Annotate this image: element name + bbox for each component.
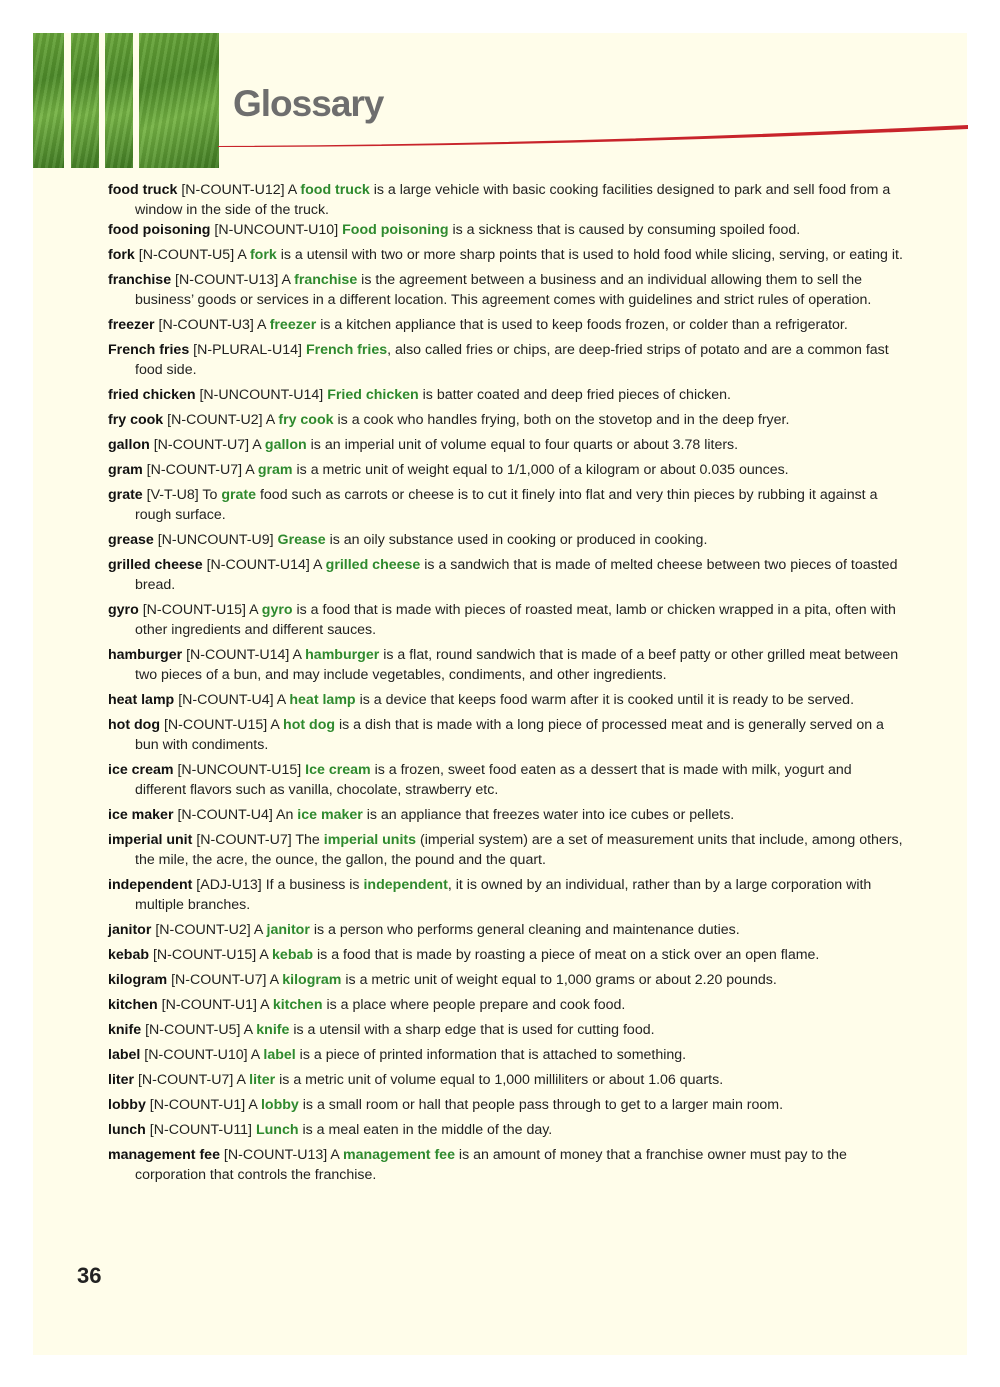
entry-highlight: franchise	[294, 272, 358, 288]
entry-definition: (imperial system) are a set of measurement units that include, among others, the mile, the acre, the ounce, the gallon, the pound and the quart.	[135, 832, 903, 868]
entry-highlight: grilled cheese	[325, 557, 421, 573]
page-number: 36	[77, 1263, 102, 1288]
entry-lead: A	[260, 997, 269, 1013]
entry-lead: A	[252, 437, 261, 453]
entry-highlight: management fee	[343, 1147, 455, 1163]
entry-term: food truck	[108, 182, 178, 198]
entry-tag: [N-UNCOUNT-U10]	[214, 222, 339, 238]
entry-tag: [N-COUNT-U14]	[206, 557, 310, 573]
glossary-entry	[108, 945, 905, 965]
entry-highlight: lobby	[260, 1097, 299, 1113]
header-decoration	[33, 33, 219, 168]
entry-lead: A	[249, 602, 258, 618]
entry-definition: is the agreement between a business and an individual allowing them to sell the business’ goods or services in a different location. This agreement comes with guidelines and strict rules of operation.	[135, 272, 872, 308]
entry-definition: is a place where people prepare and cook food.	[326, 997, 626, 1013]
entry-definition: , it is owned by an individual, rather than by a large corporation with multiple branches.	[135, 877, 872, 913]
page	[33, 33, 967, 1355]
entry-lead: A	[265, 412, 275, 428]
glossary-entry	[108, 830, 905, 870]
entry-tag: [N-UNCOUNT-U9]	[157, 532, 274, 548]
entry-tag: [N-COUNT-U12]	[181, 182, 285, 198]
glossary-entry	[108, 875, 905, 915]
entry-term: kilogram	[108, 972, 168, 988]
entry-highlight: independent	[363, 877, 448, 893]
glossary-entry	[108, 1120, 905, 1140]
glossary-entry	[108, 1070, 905, 1090]
entry-tag: [N-COUNT-U4]	[177, 807, 273, 823]
entry-highlight: hot dog	[283, 717, 336, 733]
entry-tag: [N-COUNT-U15]	[163, 717, 268, 733]
green-stripe-3	[105, 33, 133, 168]
entry-term: ice maker	[108, 807, 174, 823]
glossary-entry	[108, 555, 905, 595]
entry-tag: [V-T-U8]	[146, 487, 199, 503]
entry-lead: An	[275, 807, 294, 823]
entry-definition: is a utensil with a sharp edge that is used for cutting food.	[293, 1022, 655, 1038]
entry-definition: is an appliance that freezes water into ice cubes or pellets.	[366, 807, 735, 823]
entry-term: ice cream	[108, 762, 174, 778]
page-title: Glossary	[233, 83, 384, 124]
glossary-entry	[108, 410, 905, 430]
entry-term: heat lamp	[108, 692, 175, 708]
entry-lead: A	[243, 1022, 253, 1038]
entry-term: grate	[108, 487, 143, 503]
entry-highlight: Fried chicken	[327, 387, 419, 403]
entry-tag: [N-COUNT-U5]	[138, 247, 235, 263]
entry-definition: is a device that keeps food warm after it is cooked until it is ready to be served.	[359, 692, 855, 708]
entry-lead: A	[292, 647, 302, 663]
entry-definition: is a piece of printed information that is attached to something.	[299, 1047, 687, 1063]
entry-definition: food such as carrots or cheese is to cut it finely into flat and very thin pieces by rubbing it against a rough surface.	[135, 487, 878, 523]
entry-definition: is a frozen, sweet food eaten as a dessert that is made with milk, yogurt and different flavors such as vanilla, chocolate, strawberry etc.	[135, 762, 852, 798]
entry-definition: is a metric unit of volume equal to 1,000 milliliters or about 1.06 quarts.	[279, 1072, 724, 1088]
entry-tag: [N-COUNT-U14]	[186, 647, 290, 663]
entry-highlight: imperial units	[323, 832, 417, 848]
entry-term: fry cook	[108, 412, 164, 428]
glossary-entry	[108, 760, 905, 800]
entry-lead: A	[236, 1072, 246, 1088]
entry-term: lobby	[108, 1097, 146, 1113]
entry-tag: [N-COUNT-U2]	[155, 922, 251, 938]
entry-lead: A	[270, 717, 280, 733]
entry-term: kitchen	[108, 997, 158, 1013]
entry-term: fork	[108, 247, 135, 263]
entry-tag: [N-COUNT-U10]	[144, 1047, 248, 1063]
entry-definition: is a small room or hall that people pass through to get to a larger main room.	[302, 1097, 784, 1113]
entry-lead: A	[257, 317, 266, 333]
glossary-entry	[108, 715, 905, 755]
entry-tag: [N-COUNT-U13]	[175, 272, 279, 288]
entry-highlight: Ice cream	[305, 762, 371, 778]
glossary-entry	[108, 315, 905, 335]
entry-definition: is an imperial unit of volume equal to four quarts or about 3.78 liters.	[310, 437, 739, 453]
entry-highlight: kebab	[272, 947, 314, 963]
glossary-entry	[108, 530, 905, 550]
entry-term: management fee	[108, 1147, 220, 1163]
entry-lead: A	[250, 1047, 260, 1063]
entry-term: knife	[108, 1022, 142, 1038]
entry-term: franchise	[108, 272, 172, 288]
entry-term: gyro	[108, 602, 139, 618]
glossary-entry	[108, 1145, 905, 1185]
entry-highlight: heat lamp	[289, 692, 356, 708]
entry-highlight: kitchen	[272, 997, 323, 1013]
entry-term: fried chicken	[108, 387, 196, 403]
entry-highlight: Lunch	[255, 1122, 299, 1138]
entry-definition: is a metric unit of weight equal to 1,000 grams or about 2.20 pounds.	[345, 972, 777, 988]
entry-definition: is a dish that is made with a long piece of processed meat and is generally served on a bun with condiments.	[135, 717, 884, 753]
entry-lead: A	[237, 247, 246, 263]
entry-definition: is a large vehicle with basic cooking facilities designed to park and sell food from a window in the side of the truck.	[135, 182, 891, 218]
glossary-entry	[108, 690, 905, 710]
entry-term: imperial unit	[108, 832, 193, 848]
entry-lead: A	[253, 922, 263, 938]
glossary-entry	[108, 920, 905, 940]
entry-definition: is batter coated and deep fried pieces of chicken.	[422, 387, 732, 403]
green-stripe-1	[33, 33, 64, 168]
entry-definition: is a food that is made by roasting a piece of meat on a stick over an open flame.	[317, 947, 820, 963]
entry-term: hamburger	[108, 647, 183, 663]
glossary-entry	[108, 245, 905, 265]
entry-tag: [N-COUNT-U7]	[137, 1072, 234, 1088]
entry-highlight: label	[263, 1047, 296, 1063]
entry-definition: is a kitchen appliance that is used to keep foods frozen, or colder than a refrigerator.	[320, 317, 848, 333]
glossary-entry	[108, 805, 905, 825]
entry-tag: [N-COUNT-U15]	[152, 947, 257, 963]
entry-tag: [N-COUNT-U13]	[223, 1147, 328, 1163]
entry-highlight: janitor	[266, 922, 310, 938]
entry-definition: is a cook who handles frying, both on the stovetop and in the deep fryer.	[337, 412, 790, 428]
entry-tag: [N-COUNT-U7]	[171, 972, 267, 988]
glossary-entry	[108, 220, 905, 240]
entry-definition: is a sandwich that is made of melted cheese between two pieces of toasted bread.	[135, 557, 898, 593]
red-swoosh-line	[218, 125, 968, 147]
glossary-entry	[108, 1095, 905, 1115]
glossary-entry	[108, 435, 905, 455]
glossary-list	[108, 180, 905, 1190]
entry-term: freezer	[108, 317, 155, 333]
entry-highlight: hamburger	[305, 647, 380, 663]
glossary-entry	[108, 1020, 905, 1040]
green-stripe-2	[71, 33, 99, 168]
entry-definition: is a sickness that is caused by consuming spoiled food.	[452, 222, 801, 238]
green-stripe-4	[139, 33, 219, 168]
glossary-entry	[108, 485, 905, 525]
entry-highlight: knife	[256, 1022, 290, 1038]
entry-term: kebab	[108, 947, 150, 963]
entry-highlight: gyro	[261, 602, 293, 618]
entry-highlight: gallon	[264, 437, 307, 453]
entry-highlight: fry cook	[278, 412, 334, 428]
entry-tag: [N-COUNT-U11]	[149, 1122, 253, 1138]
entry-highlight: grate	[221, 487, 257, 503]
entry-definition: , also called fries or chips, are deep-fried strips of potato and are a common fast food side.	[135, 342, 889, 378]
entry-highlight: freezer	[269, 317, 317, 333]
glossary-entry	[108, 180, 905, 220]
entry-highlight: gram	[257, 462, 293, 478]
entry-term: gallon	[108, 437, 150, 453]
entry-term: liter	[108, 1072, 135, 1088]
entry-lead: A	[281, 272, 291, 288]
entry-highlight: food truck	[300, 182, 370, 198]
entry-lead: A	[330, 1147, 340, 1163]
entry-highlight: kilogram	[282, 972, 342, 988]
entry-highlight: Food poisoning	[342, 222, 449, 238]
entry-lead: The	[295, 832, 320, 848]
entry-tag: [N-COUNT-U4]	[178, 692, 274, 708]
entry-term: French fries	[108, 342, 190, 358]
entry-term: hot dog	[108, 717, 160, 733]
entry-term: label	[108, 1047, 141, 1063]
entry-term: gram	[108, 462, 143, 478]
glossary-entry	[108, 1045, 905, 1065]
entry-lead: If a business is	[265, 877, 360, 893]
entry-highlight: Grease	[277, 532, 326, 548]
glossary-entry	[108, 645, 905, 685]
entry-highlight: French fries	[305, 342, 388, 358]
entry-term: food poisoning	[108, 222, 211, 238]
entry-tag: [N-COUNT-U15]	[142, 602, 246, 618]
entry-tag: [N-COUNT-U7]	[196, 832, 292, 848]
entry-tag: [N-COUNT-U2]	[167, 412, 263, 428]
glossary-entry	[108, 995, 905, 1015]
entry-tag: [N-UNCOUNT-U14]	[199, 387, 324, 403]
entry-term: grease	[108, 532, 154, 548]
entry-lead: To	[202, 487, 218, 503]
glossary-entry	[108, 270, 905, 310]
entry-lead: A	[248, 1097, 258, 1113]
entry-definition: is a person who performs general cleaning and maintenance duties.	[313, 922, 740, 938]
entry-tag: [N-COUNT-U7]	[153, 437, 250, 453]
glossary-entry	[108, 600, 905, 640]
entry-tag: [N-COUNT-U1]	[161, 997, 257, 1013]
entry-tag: [N-COUNT-U1]	[149, 1097, 246, 1113]
entry-definition: is an amount of money that a franchise owner must pay to the corporation that controls the franchise.	[135, 1147, 847, 1183]
entry-term: janitor	[108, 922, 152, 938]
entry-definition: is an oily substance used in cooking or produced in cooking.	[329, 532, 708, 548]
entry-tag: [N-COUNT-U5]	[145, 1022, 241, 1038]
entry-lead: A	[276, 692, 286, 708]
entry-tag: [N-COUNT-U3]	[158, 317, 254, 333]
entry-lead: A	[259, 947, 269, 963]
entry-definition: is a meal eaten in the middle of the day.	[302, 1122, 553, 1138]
entry-lead: A	[269, 972, 279, 988]
entry-tag: [N-UNCOUNT-U15]	[177, 762, 302, 778]
entry-lead: A	[287, 182, 297, 198]
entry-tag: [N-COUNT-U7]	[146, 462, 243, 478]
entry-term: lunch	[108, 1122, 146, 1138]
entry-lead: A	[313, 557, 322, 573]
glossary-entry	[108, 340, 905, 380]
entry-definition: is a food that is made with pieces of roasted meat, lamb or chicken wrapped in a pita, often with other ingredients and different sauces.	[135, 602, 896, 638]
glossary-entry	[108, 460, 905, 480]
entry-definition: is a flat, round sandwich that is made of a beef patty or other grilled meat between two pieces of a bun, and may include vegetables, condiments, and other ingredients.	[135, 647, 899, 683]
glossary-entry	[108, 385, 905, 405]
entry-definition: is a metric unit of weight equal to 1/1,000 of a kilogram or about 0.035 ounces.	[296, 462, 789, 478]
entry-highlight: ice maker	[297, 807, 363, 823]
entry-lead: A	[245, 462, 254, 478]
entry-tag: [ADJ-U13]	[196, 877, 262, 893]
entry-highlight: liter	[249, 1072, 276, 1088]
entry-tag: [N-PLURAL-U14]	[193, 342, 302, 358]
entry-term: independent	[108, 877, 193, 893]
entry-highlight: fork	[249, 247, 277, 263]
glossary-entry	[108, 970, 905, 990]
entry-term: grilled cheese	[108, 557, 203, 573]
entry-definition: is a utensil with two or more sharp points that is used to hold food while slicing, serving, or eating it.	[280, 247, 903, 263]
